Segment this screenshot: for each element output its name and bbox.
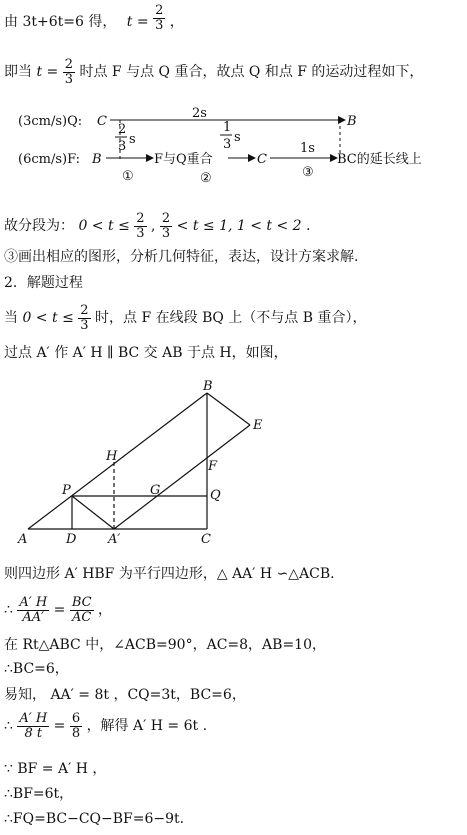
denominator: 3: [155, 17, 164, 33]
text-segment: 0 < t ≤: [78, 218, 130, 235]
fraction: [78, 304, 90, 332]
text-line-14: ∵ BF = A′ H ，: [4, 761, 107, 777]
fraction: [17, 712, 49, 740]
f-q-meet-label: F与Q重合: [154, 152, 213, 167]
denominator: AA′: [17, 610, 49, 625]
c-label: C: [257, 152, 267, 167]
stage-3-label: ③: [302, 165, 314, 180]
q-arrow-head: [338, 116, 346, 124]
text-line-6: [4, 304, 366, 332]
segment-be: [207, 393, 250, 425]
q-start-label: C: [97, 114, 107, 129]
text-line-8: 则四边形 A′ HBF 为平行四边形，△ AA′ H ∽△ACB.: [4, 566, 335, 582]
seg1-num: 2: [118, 122, 127, 137]
fraction: [153, 4, 165, 32]
numerator: 2: [155, 3, 164, 18]
text-segment: t =: [36, 64, 59, 81]
text-line-11: ∴BC=6，: [4, 661, 69, 677]
text-line-5: 2．解题过程: [4, 275, 83, 291]
f-start-label: B: [92, 152, 102, 167]
text-line-4: ③画出相应的图形，分析几何特征，表达，设计方案求解.: [4, 249, 359, 265]
text-segment: ,: [151, 218, 156, 235]
point-b-label: B: [203, 379, 213, 394]
bc-extension-label: BC的延长线上: [337, 152, 422, 167]
stage-2-label: ②: [200, 171, 212, 186]
denominator: AC: [70, 610, 94, 625]
fraction: [70, 596, 94, 624]
numerator: A′ H: [19, 711, 48, 726]
point-a-label: A: [18, 532, 28, 547]
fraction: [134, 212, 146, 240]
f-arrow-2-head: [248, 154, 256, 162]
seg2-den: 3: [223, 137, 232, 152]
text-segment: =: [53, 718, 66, 735]
text-segment: < t ≤ 1, 1 < t < 2 .: [176, 218, 311, 235]
text-segment: ∴: [4, 602, 13, 619]
text-line-3: [4, 212, 311, 240]
denominator: 3: [161, 225, 171, 241]
seg2-num: 1: [223, 120, 232, 135]
motion-diagram: [0, 100, 467, 190]
point-d-label: D: [66, 532, 77, 547]
q-time-label: 2s: [192, 106, 207, 121]
text-segment: 故分段为：: [4, 218, 74, 235]
q-speed-label: (3cm/s)Q:: [18, 114, 83, 129]
point-c-label: C: [201, 532, 211, 547]
point-h-label: H: [106, 449, 118, 464]
text-segment: ∴: [4, 718, 13, 735]
f-arrow-1-head: [146, 154, 154, 162]
text-line-1: [4, 3, 184, 33]
text-line-15: ∴BF=6t，: [4, 786, 74, 802]
text-segment: 0 < t ≤: [22, 310, 74, 327]
text-segment: 时点 F 与点 Q 重合，故点 Q 和点 F 的运动过程如下，: [79, 64, 424, 81]
point-a1-label: A′: [108, 532, 121, 547]
text-segment: t =: [126, 14, 149, 31]
text-segment: =: [53, 602, 66, 619]
q-end-label: B: [347, 114, 357, 129]
fraction: [70, 712, 82, 740]
text-line-2: [4, 58, 423, 86]
denominator: 3: [64, 71, 73, 87]
denominator: 8 t: [17, 726, 49, 741]
denominator: 3: [80, 317, 89, 333]
fraction: [63, 58, 75, 86]
seg3-time: 1s: [300, 141, 315, 156]
text-segment: 即当: [4, 64, 32, 81]
text-line-9: [4, 596, 112, 624]
text-segment: 由 3t+6t=6 得，: [4, 14, 117, 31]
seg2-unit: s: [234, 130, 241, 145]
point-e-label: E: [253, 418, 263, 433]
fraction: [160, 212, 172, 240]
text-line-12: 易知， AA′ = 8t ，CQ=3t，BC=6，: [4, 687, 246, 703]
text-segment: 时，点 F 在线段 BQ 上（不与点 B 重合），: [95, 310, 367, 327]
text-line-13: [4, 712, 207, 740]
segment-pa1: [72, 496, 114, 529]
point-g-label: G: [150, 483, 161, 498]
denominator: 8: [71, 725, 81, 741]
numerator: BC: [71, 595, 92, 610]
point-p-label: P: [62, 483, 71, 498]
stage-1-label: ①: [122, 169, 134, 184]
point-q-label: Q: [210, 488, 221, 503]
numerator: 2: [161, 211, 171, 226]
text-segment: ，: [98, 602, 113, 619]
numerator: 2: [136, 211, 145, 226]
seg1-unit: s: [129, 132, 136, 147]
text-segment: 当: [4, 310, 18, 327]
numerator: A′ H: [19, 595, 48, 610]
fraction: [17, 596, 49, 624]
point-f-label: F: [208, 459, 218, 474]
f-speed-label: (6cm/s)F:: [18, 152, 81, 167]
segment-ab: [28, 393, 207, 529]
numerator: 2: [80, 303, 89, 318]
text-segment: ，解得 A′ H = 6t .: [86, 718, 208, 735]
text-line-7: 过点 A′ 作 A′ H ∥ BC 交 AB 于点 H，如图，: [4, 345, 288, 361]
geometry-figure: [0, 378, 300, 550]
text-segment: ，: [169, 14, 184, 31]
numerator: 6: [71, 711, 81, 726]
denominator: 3: [136, 225, 145, 241]
seg1-den: 3: [118, 139, 127, 154]
text-line-16: ∴FQ=BC−CQ−BF=6−9t.: [4, 811, 185, 827]
text-line-10: 在 Rt△ABC 中，∠ACB=90°，AC=8，AB=10，: [4, 637, 326, 653]
segment-ea1: [114, 425, 250, 529]
numerator: 2: [64, 57, 73, 72]
